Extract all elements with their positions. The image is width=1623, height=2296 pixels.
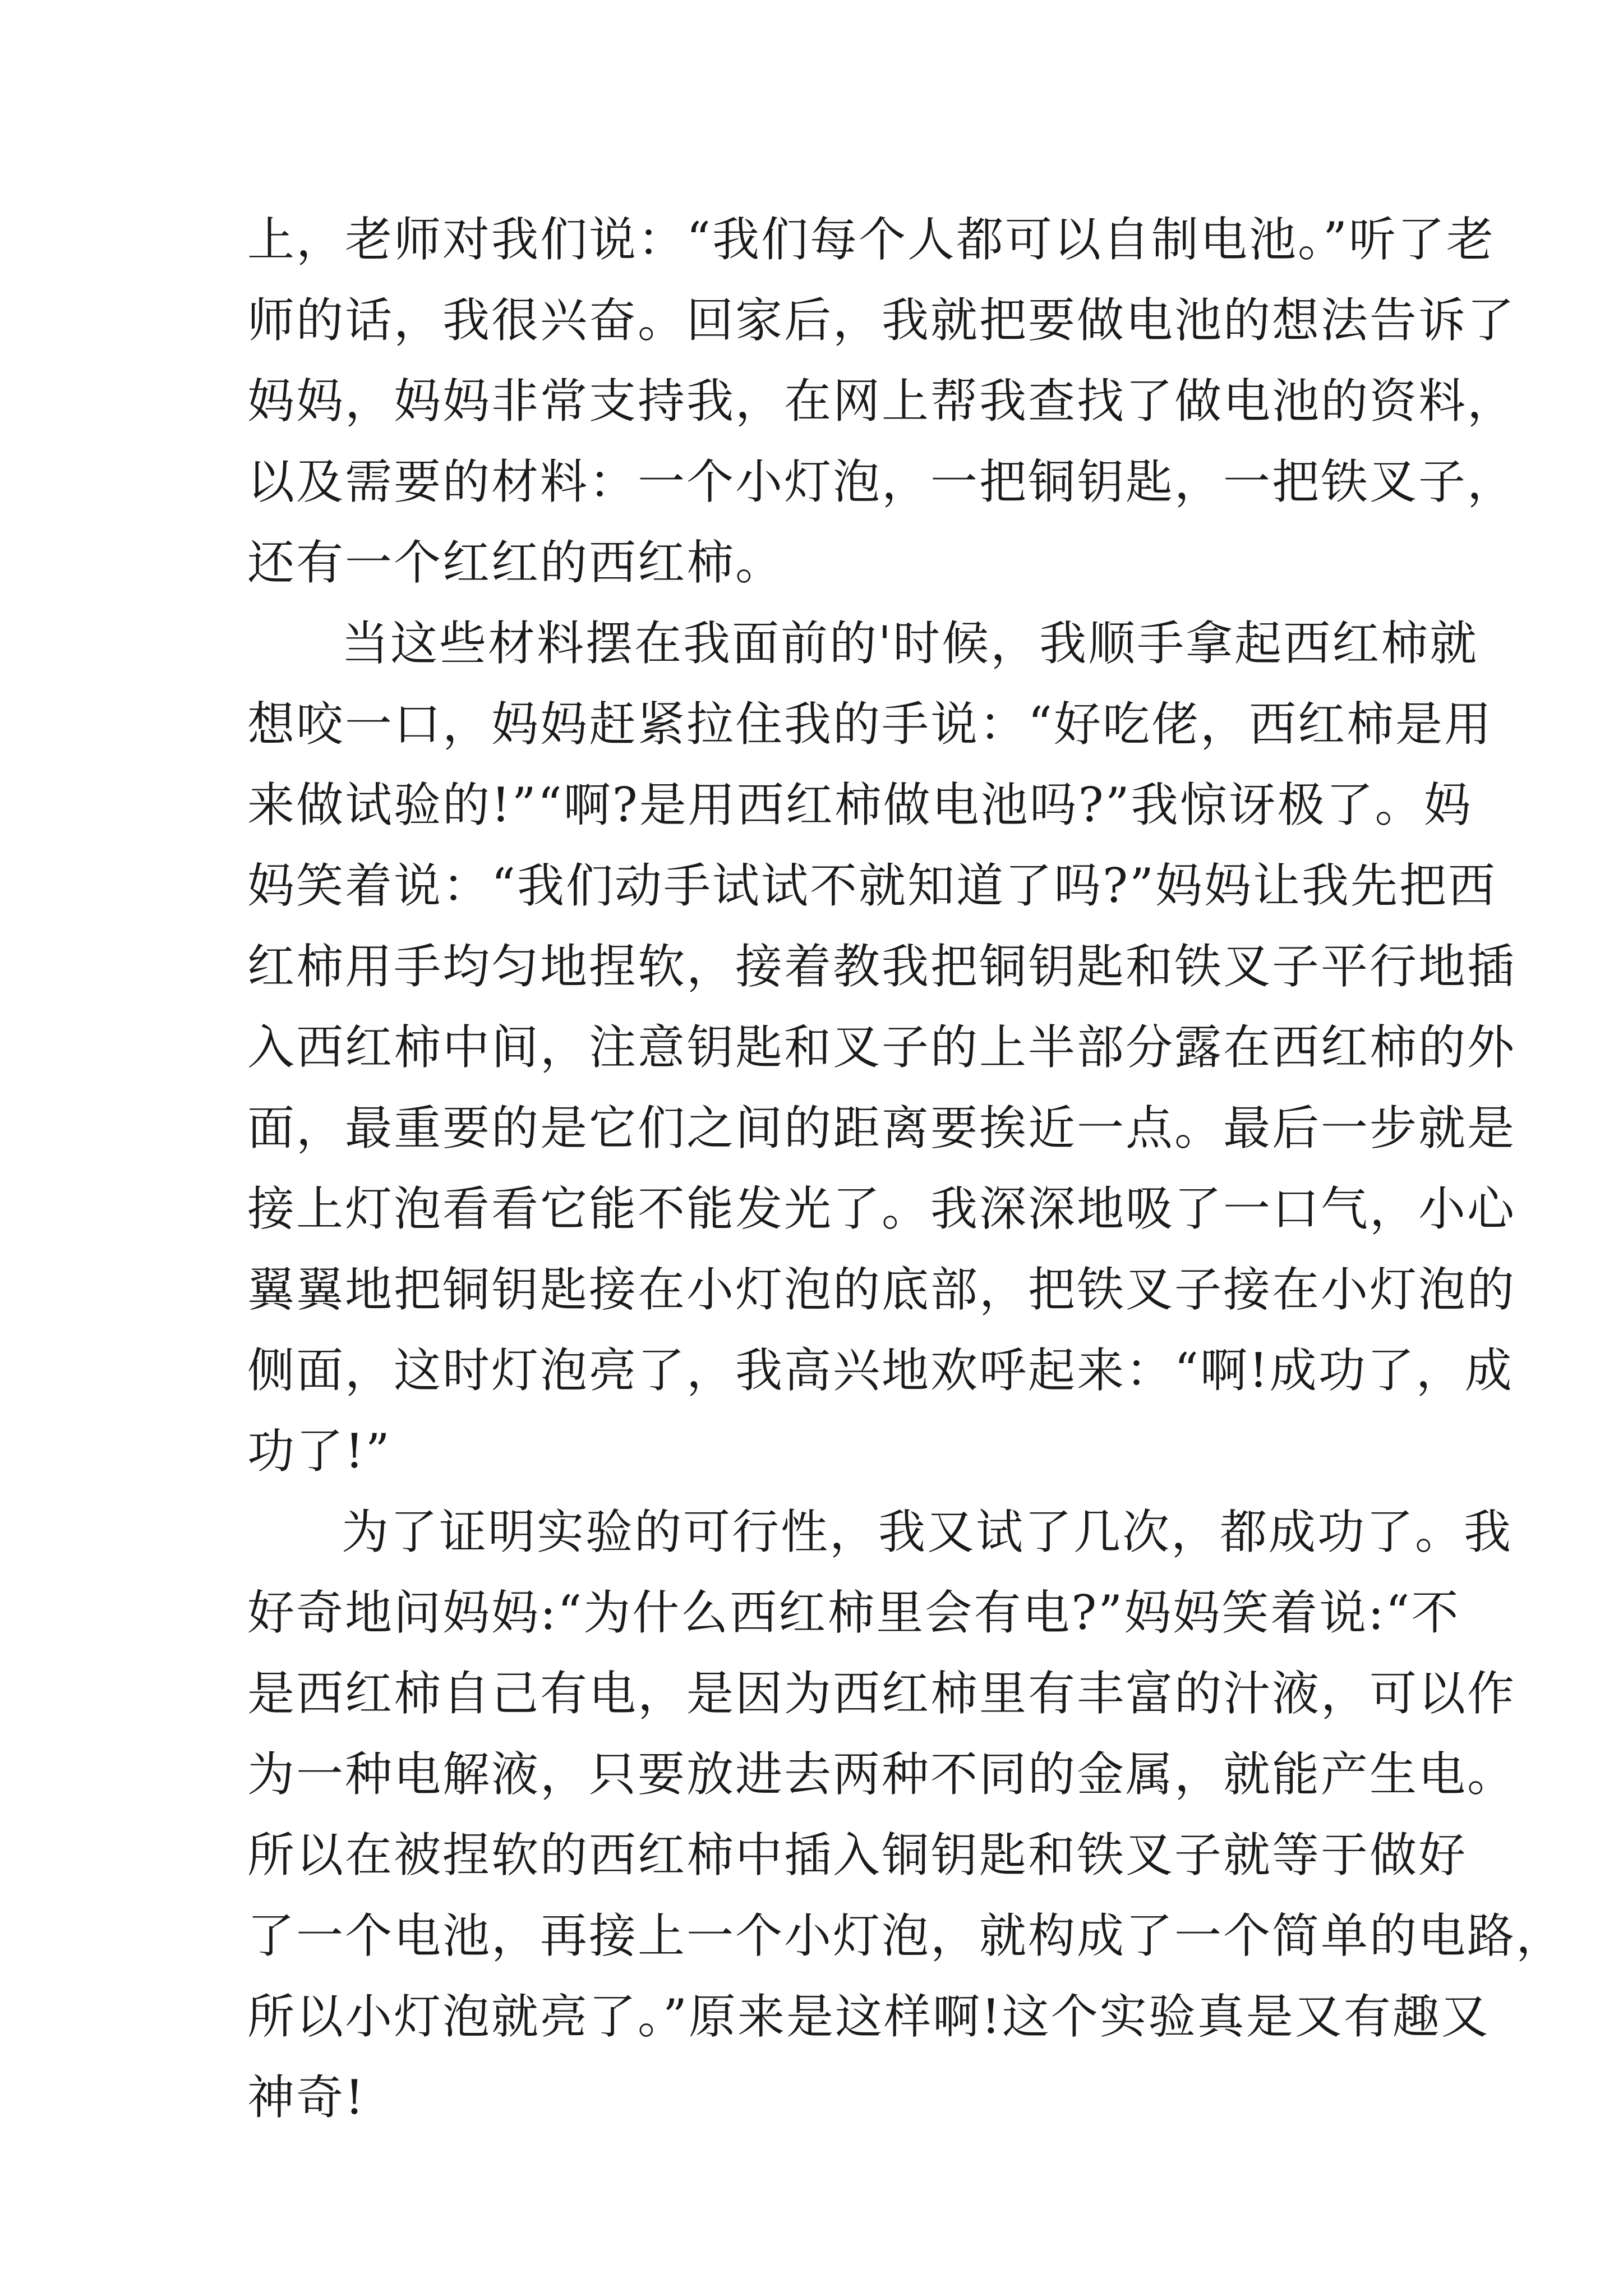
text-line: 了一个电池，再接上一个小灯泡，就构成了一个简单的电路， — [247, 1908, 1565, 1963]
text-line: 接上灯泡看看它能不能发光了。我深深地吸了一口气，小心 — [247, 1181, 1516, 1236]
text-line: 好奇地问妈妈:“为什么西红柿里会有电?”妈妈笑着说:“不 — [247, 1585, 1460, 1640]
article-body — [247, 199, 1565, 2138]
text-line: 所以小灯泡就亮了。”原来是这样啊!这个实验真是又有趣又 — [247, 1989, 1490, 2044]
text-line: 还有一个红红的西红柿。 — [247, 535, 785, 590]
text-line: 翼翼地把铜钥匙接在小灯泡的底部，把铁叉子接在小灯泡的 — [247, 1262, 1516, 1317]
text-line: 来做试验的!”“啊?是用西红柿做电池吗?”我惊讶极了。妈 — [247, 777, 1473, 832]
text-line: 师的话，我很兴奋。回家后，我就把要做电池的想法告诉了 — [247, 293, 1516, 348]
paragraph-2 — [247, 603, 1516, 1492]
text-line: 当这些材料摆在我面前的'时候，我顺手拿起西红柿就 — [342, 616, 1479, 671]
text-line: 妈妈，妈妈非常支持我，在网上帮我查找了做电池的资料， — [247, 374, 1516, 429]
text-line: 红柿用手均匀地捏软，接着教我把铜钥匙和铁叉子平行地插 — [247, 939, 1516, 994]
text-line: 入西红柿中间，注意钥匙和叉子的上半部分露在西红柿的外 — [247, 1020, 1516, 1075]
text-line: 面，最重要的是它们之间的距离要挨近一点。最后一步就是 — [247, 1101, 1516, 1156]
text-line: 为了证明实验的可行性，我又试了几次，都成功了。我 — [342, 1504, 1513, 1559]
text-line: 侧面，这时灯泡亮了，我高兴地欢呼起来：“啊!成功了，成 — [247, 1343, 1514, 1398]
text-line: 以及需要的材料：一个小灯泡，一把铜钥匙，一把铁叉子， — [247, 454, 1516, 509]
text-line: 功了!” — [247, 1424, 391, 1479]
text-line: 神奇! — [247, 2070, 366, 2125]
text-line: 是西红柿自己有电，是因为西红柿里有丰富的汁液，可以作 — [247, 1666, 1516, 1721]
text-line: 妈笑着说：“我们动手试试不就知道了吗?”妈妈让我先把西 — [247, 858, 1497, 913]
paragraph-1 — [247, 199, 1516, 603]
text-line: 所以在被捏软的西红柿中插入铜钥匙和铁叉子就等于做好 — [247, 1828, 1468, 1883]
text-line: 想咬一口，妈妈赶紧拉住我的手说：“好吃佬，西红柿是用 — [247, 697, 1493, 752]
paragraph-3 — [247, 1492, 1565, 2138]
text-line: 为一种电解液，只要放进去两种不同的金属，就能产生电。 — [247, 1747, 1516, 1802]
text-line: 上，老师对我们说：“我们每个人都可以自制电池。”听了老 — [247, 212, 1495, 267]
